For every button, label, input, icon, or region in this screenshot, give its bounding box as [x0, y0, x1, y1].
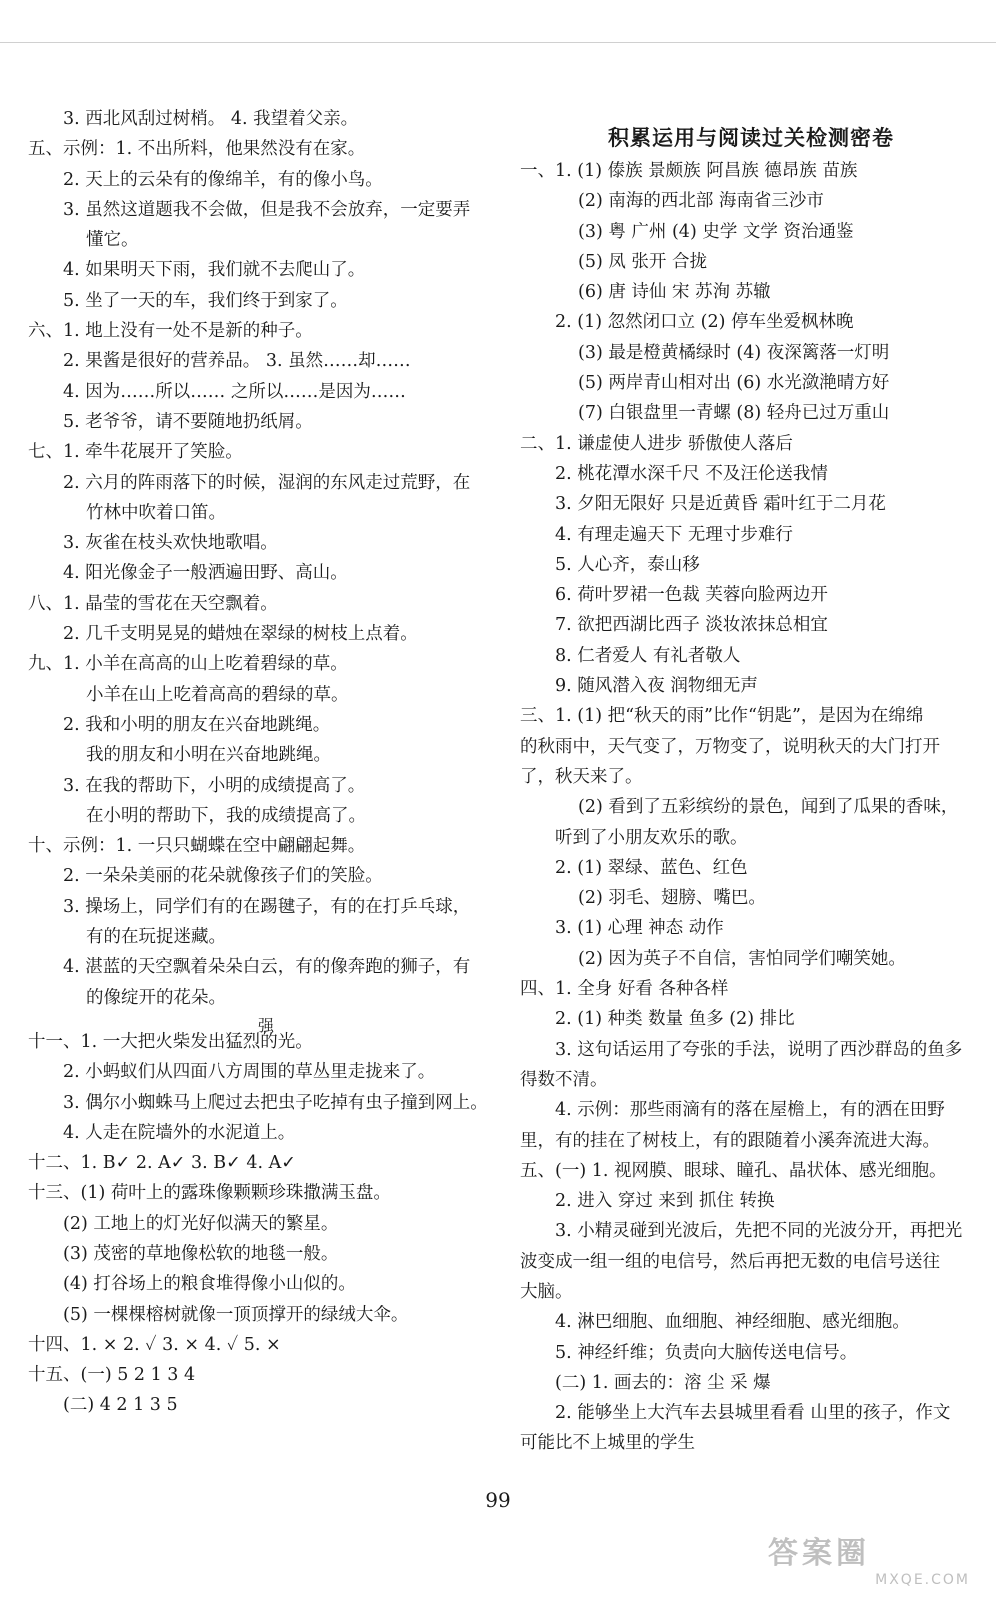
answer-line: 2. 果酱是很好的营养品。 3. 虽然……却……	[63, 351, 411, 372]
answer-line: 4. 湛蓝的天空飘着朵朵白云，有的像奔跑的狮子，有	[63, 957, 471, 978]
left-answers-part-b	[28, 1027, 498, 1421]
answer-line: 7. 欲把西湖比西子 淡妆浓抹总相宜	[555, 615, 828, 636]
page-number: 99	[485, 1488, 511, 1512]
answer-line: (3) 最是橙黄橘绿时 (4) 夜深篱落一灯明	[578, 342, 890, 363]
answer-line: 2. 桃花潭水深千尺 不及汪伦送我情	[555, 463, 828, 484]
section-title: 积累运用与阅读过关检测密卷	[608, 126, 894, 150]
right-column	[520, 104, 982, 1459]
answer-line: (2) 南海的西北部 海南省三沙市	[578, 191, 824, 212]
answer-line: 5. 神经纤维；负责向大脑传送电信号。	[555, 1342, 858, 1363]
answer-line: 4. 人走在院墙外的水泥道上。	[63, 1122, 296, 1143]
answer-line: 小羊在山上吃着高高的碧绿的草。	[86, 684, 349, 705]
watermark-logo: 答案圈 MXQE.COM	[768, 1536, 970, 1588]
answer-line: 3. 这句话运用了夸张的手法，说明了西沙群岛的鱼多	[555, 1039, 963, 1060]
answer-line: 在小明的帮助下，我的成绩提高了。	[86, 805, 366, 826]
answer-line: (2) 羽毛、翅膀、嘴巴。	[578, 888, 766, 909]
answer-line: (6) 唐 诗仙 宋 苏洵 苏辙	[578, 282, 771, 303]
answer-line: 2. 我和小明的朋友在兴奋地跳绳。	[63, 714, 331, 735]
answer-line: 十三、(1) 荷叶上的露珠像颗颗珍珠撒满玉盘。	[28, 1183, 391, 1204]
left-answers-part-a	[28, 104, 498, 1013]
answer-line: 8. 仁者爱人 有礼者敬人	[555, 645, 741, 666]
answer-line: 有的在玩捉迷藏。	[86, 927, 226, 948]
answer-line: 里，有的挂在了树枝上，有的跟随着小溪奔流进大海。	[520, 1130, 940, 1151]
answer-line: (2) 因为英子不自信，害怕同学们嘲笑她。	[578, 948, 906, 969]
answer-line: 2. 小蚂蚁们从四面八方周围的草丛里走拢来了。	[63, 1062, 436, 1083]
answer-line: 2. (1) 种类 数量 鱼多 (2) 排比	[555, 1009, 795, 1030]
answer-line: 七、1. 牵牛花展开了笑脸。	[28, 442, 243, 463]
answer-line: (3) 粤 广州 (4) 史学 文学 资治通鉴	[578, 221, 854, 242]
answer-line: 4. 阳光像金子一般洒遍田野、高山。	[63, 563, 348, 584]
answer-line: 五、(一) 1. 视网膜、眼球、瞳孔、晶状体、感光细胞。	[520, 1160, 947, 1181]
answer-line: 的像绽开的花朵。	[86, 987, 226, 1008]
answer-line: (二) 4 2 1 3 5	[63, 1395, 178, 1416]
answer-line: (7) 白银盘里一青螺 (8) 轻舟已过万重山	[578, 403, 890, 424]
answer-line: (5) 凤 张开 合拢	[578, 251, 707, 272]
answer-line: 2. 天上的云朵有的像绵羊，有的像小鸟。	[63, 169, 383, 190]
answer-line: 二、1. 谦虚使人进步 骄傲使人落后	[520, 433, 793, 454]
answer-line: 我的朋友和小明在兴奋地跳绳。	[86, 745, 331, 766]
answer-line: 2. (1) 忽然闭口立 (2) 停车坐爱枫林晚	[555, 312, 854, 333]
answer-line: 2. 六月的阵雨落下的时候，湿润的东风走过荒野，在	[63, 472, 471, 493]
answer-line: 2. (1) 翠绿、蓝色、红色	[555, 857, 748, 878]
answer-line: 5. 老爷爷，请不要随地扔纸屑。	[63, 411, 313, 432]
answer-line: (2) 工地上的灯光好似满天的繁星。	[63, 1213, 339, 1234]
answer-line: 5. 人心齐，泰山移	[555, 554, 700, 575]
answer-line: (3) 茂密的草地像松软的地毯一般。	[63, 1243, 339, 1264]
answer-line: 3. 小精灵碰到光波后，先把不同的光波分开，再把光	[555, 1221, 963, 1242]
answer-line: 三、1. (1) 把“秋天的雨”比作“钥匙”，是因为在绵绵	[520, 706, 924, 727]
answer-line: 听到了小朋友欢乐的歌。	[555, 827, 748, 848]
answer-line: 9. 随风潜入夜 润物细无声	[555, 676, 758, 697]
answer-line: 2. 一朵朵美丽的花朵就像孩子们的笑脸。	[63, 866, 383, 887]
left-column	[28, 104, 498, 1421]
top-rule	[0, 42, 996, 43]
answer-line: 竹林中吹着口笛。	[86, 502, 226, 523]
answer-line: 十四、1. × 2. ✓ 3. × 4. ✓ 5. ×	[28, 1334, 281, 1355]
answer-line: 4. 示例：那些雨滴有的落在屋檐上，有的洒在田野	[555, 1100, 945, 1121]
answer-line: 十一、1. 一大把火柴发出猛烈的光。	[28, 1031, 313, 1052]
answer-line: (2) 看到了五彩缤纷的景色，闻到了瓜果的香味，	[578, 797, 959, 818]
right-answers	[520, 156, 982, 1459]
answer-line: 五、示例：1. 不出所料，他果然没有在家。	[28, 139, 366, 160]
answer-line: 2. 几千支明晃晃的蜡烛在翠绿的树枝上点着。	[63, 624, 418, 645]
answer-line: 3. 在我的帮助下，小明的成绩提高了。	[63, 775, 366, 796]
answer-line: 波变成一组一组的电信号，然后再把无数的电信号送往	[520, 1251, 940, 1272]
answer-line: 十二、1. B✓ 2. A✓ 3. B✓ 4. A✓	[28, 1153, 296, 1174]
answer-line: (4) 打谷场上的粮食堆得像小山似的。	[63, 1274, 356, 1295]
answer-line: 3. 虽然这道题我不会做，但是我不会放弃，一定要弄	[63, 199, 471, 220]
answer-line: 3. 操场上，同学们有的在踢毽子，有的在打乒乓球，	[63, 896, 471, 917]
answer-line: 2. 进入 穿过 来到 抓住 转换	[555, 1191, 775, 1212]
answer-line: 4. 因为……所以…… 之所以……是因为……	[63, 381, 406, 402]
answer-line: 3. 偶尔小蜘蛛马上爬过去把虫子吃掉有虫子撞到网上。	[63, 1092, 488, 1113]
answer-line: 4. 淋巴细胞、血细胞、神经细胞、感光细胞。	[555, 1312, 910, 1333]
answer-line: 3. (1) 心理 神态 动作	[555, 918, 724, 939]
answer-line: 5. 坐了一天的车，我们终于到家了。	[63, 290, 348, 311]
answer-line: 一、1. (1) 傣族 景颇族 阿昌族 德昂族 苗族	[520, 161, 858, 181]
answer-line: 十、示例：1. 一只只蝴蝶在空中翩翩起舞。	[28, 836, 366, 857]
handwritten-correction-note: 强	[258, 1016, 275, 1035]
answer-line: 得数不清。	[520, 1069, 608, 1090]
answer-line: 6. 荷叶罗裙一色裁 芙蓉向脸两边开	[555, 585, 828, 606]
answer-line: 十五、(一) 5 2 1 3 4	[28, 1365, 196, 1386]
answer-line: 3. 夕阳无限好 只是近黄昏 霜叶红于二月花	[555, 494, 886, 515]
answer-line: 4. 如果明天下雨，我们就不去爬山了。	[63, 260, 366, 281]
answer-line: 四、1. 全身 好看 各种各样	[520, 979, 729, 1000]
answer-line: 3. 西北风刮过树梢。 4. 我望着父亲。	[63, 109, 359, 129]
answer-line: 了，秋天来了。	[520, 766, 643, 787]
answer-line: (5) 两岸青山相对出 (6) 水光潋滟晴方好	[578, 373, 890, 394]
answer-line: 的秋雨中，天气变了，万物变了，说明秋天的大门打开	[520, 736, 940, 757]
answer-line: 懂它。	[86, 230, 139, 251]
answer-line: 六、1. 地上没有一处不是新的种子。	[28, 321, 313, 342]
answer-line: 4. 有理走遍天下 无理寸步难行	[555, 524, 793, 545]
answer-line: 2. 能够坐上大汽车去县城里看看 山里的孩子，作文	[555, 1403, 951, 1424]
answer-line: (二) 1. 画去的：溶 尘 采 爆	[555, 1372, 771, 1393]
answer-line: 大脑。	[520, 1281, 573, 1302]
answer-line: 八、1. 晶莹的雪花在天空飘着。	[28, 593, 278, 614]
answer-line: (5) 一棵棵榕树就像一顶顶撑开的绿绒大伞。	[63, 1304, 409, 1325]
answer-line: 九、1. 小羊在高高的山上吃着碧绿的草。	[28, 654, 348, 675]
answer-line: 可能比不上城里的学生	[520, 1433, 695, 1454]
answer-line: 3. 灰雀在枝头欢快地歌唱。	[63, 533, 278, 554]
